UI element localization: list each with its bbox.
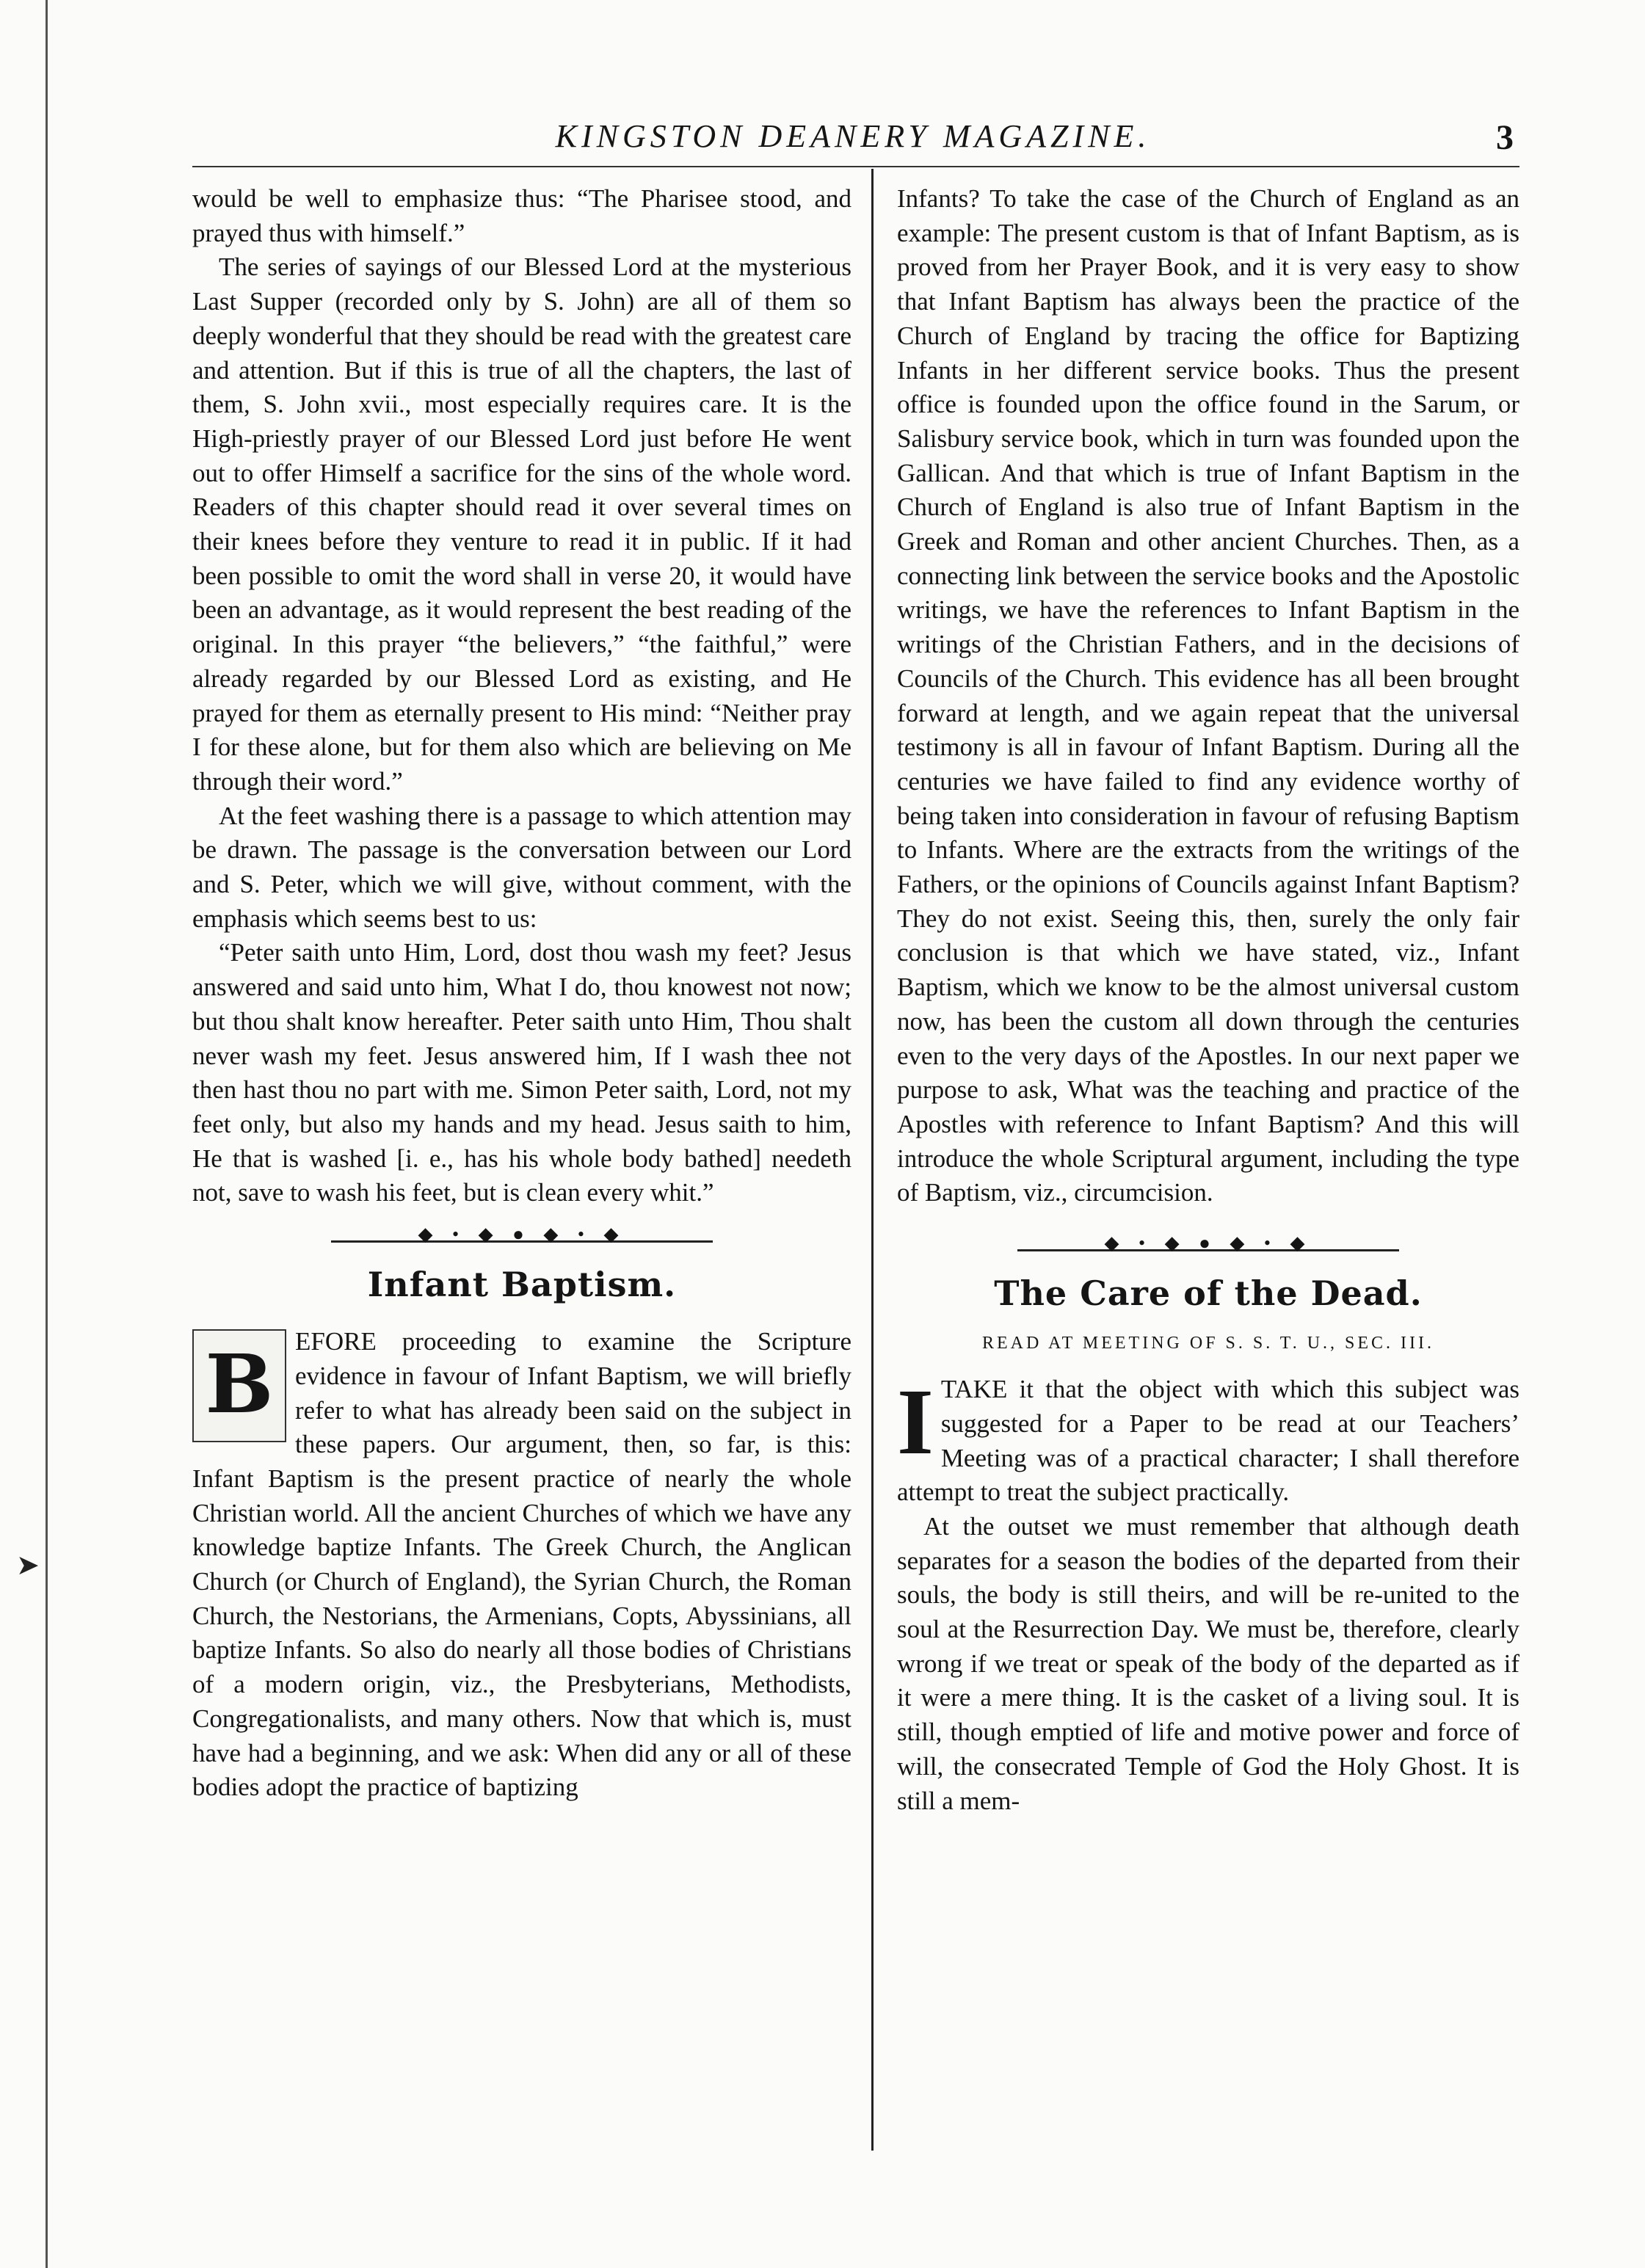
magazine-title: KINGSTON DEANERY MAGAZINE. bbox=[555, 118, 1151, 154]
paragraph: EFORE proceeding to examine the Scripture evidence in favour of Infant Baptism, we will briefly refer to what has already been said on the subject in these papers. Our argument, then, so far, is this: Infant Baptism is the present practice of nearly the whole Christian world. All the ancient Churches of which we have any knowledge baptize Infants. The Greek Church, the Anglican Church (or Church of England), the Syrian Church, the Roman Church, the Nestorians, the Armenians, Copts, Abyssinians, all baptize Infants. So also do nearly all those bodies of Christians of a modern origin, viz., the Presbyterians, Methodists, Congregationalists, and many others. Now that which is, must have had a beginning, and we ask: When did any or all of these bodies adopt the practice of baptizing bbox=[192, 1327, 851, 1802]
paragraph: Infants? To take the case of the Church of England as an example: The present custom is that of Infant Baptism, as is proved from her Prayer Book, and it is very easy to show that Infant Baptism has always been the practice of the Church of England by tracing the office for Baptizing Infants in her different service books. Thus the present office is founded upon the office found in the Sarum, or Salisbury service book, which in turn was founded upon the Gallican. And that which is true of Infant Baptism in the Church of England is also true of Infant Baptism in the Greek and Roman and other ancient Churches. Then, as a connecting link between the service books and the Apostolic writings, we have the references to Infant Baptism in the writings of the Christian Fathers, and in the decisions of Councils of the Church. This evidence has all been brought forward at length, and we again repeat that the universal testimony is all in favour of Infant Baptism. During all the centuries we have failed to find any evidence worthy of being taken into consideration in favour of refusing Baptism to Infants. Where are the extracts from the writings of the Fathers, or the opinions of Councils against Infant Baptism? They do not exist. Seeing this, then, surely the only fair conclusion is that which we have stated, viz., Infant Baptism, which we know to be the almost universal custom now, has been the custom all down through the centuries even to the very days of the Apostles. In our next paper we purpose to ask, What was the teaching and practice of the Apostles with reference to Infant Baptism? And this will introduce the whole Scriptural argument, including the type of Baptism, viz., circumcision. bbox=[897, 184, 1519, 1207]
section-title: The Care of the Dead. bbox=[994, 1273, 1423, 1314]
margin-mark: ➤ bbox=[16, 1550, 40, 1581]
section-separator: ◆ • ◆ ● ◆ • ◆ bbox=[1017, 1243, 1399, 1257]
section-title: Infant Baptism. bbox=[367, 1265, 677, 1305]
quoted-passage: “Peter saith unto Him, Lord, dost thou wash my feet? Jesus answered and said unto him, What I do, thou knowest not now; but thou shalt know hereafter. Peter saith unto Him, Thou shalt never wash my feet. Jesus answered him, If I wash thee not then hast thou no part with me. Simon Peter saith, Lord, not my feet only, but also my hands and my head. Jesus saith to him, He that is washed [i. e., has his whole body bathed] needeth not, save to wash his feet, but is clean every whit.” bbox=[192, 938, 851, 1207]
header-rule bbox=[192, 166, 1519, 167]
left-column bbox=[192, 182, 851, 1805]
paragraph: TAKE it that the object with which this subject was suggested for a Paper to be read at our Teachers’ Meeting was of a practical character; I shall therefore attempt to treat the subject practically. bbox=[897, 1375, 1519, 1507]
ornamental-dropcap: B bbox=[192, 1329, 286, 1442]
column-divider bbox=[871, 169, 874, 2151]
paragraph: At the outset we must remember that although death separates for a season the bodies of the departed from their souls, the body is still theirs, and will be re-united to the soul at the Resurrection Day. We must be, therefore, clearly wrong if we treat or speak of the body of the departed as if it were a mere thing. It is the casket of a living soul. It is still, though emptied of life and motive power and force of will, the consecrated Temple of God the Holy Ghost. It is still a mem- bbox=[897, 1511, 1519, 1815]
article-body bbox=[897, 1370, 1519, 1510]
section-subheading: READ AT MEETING OF S. S. T. U., SEC. III. bbox=[981, 1334, 1435, 1353]
page-number: 3 bbox=[1496, 118, 1514, 157]
paragraph: would be well to emphasize thus: “The Pharisee stood, and prayed thus with himself.” bbox=[192, 184, 851, 247]
paragraph: The series of sayings of our Blessed Lord at the mysterious Last Supper (recorded only by S. John) are all of them so deeply wonderful that they should be read with the greatest care and attention. But if this is true of all the chapters, the last of them, S. John xvii., most especially requires care. It is the High-priestly prayer of our Blessed Lord just before He went out to offer Himself a sacrifice for the sins of the whole word. Readers of this chapter should read it over several times on their knees before they venture to read it in public. If it had been possible to omit the word shall in verse 20, it would have been an advantage, as it would represent the best reading of the original. In this prayer “the believers,” “the faithful,” were already regarded by our Blessed Lord as existing, and He prayed for them as eternally present to His mind: “Neither pray I for these alone, but for them also which are believing on Me through their word.” bbox=[192, 252, 851, 796]
section-separator: ◆ • ◆ ● ◆ • ◆ bbox=[331, 1234, 713, 1249]
right-column bbox=[897, 182, 1519, 1818]
article-body bbox=[192, 1325, 851, 1805]
binding-edge-rule bbox=[46, 0, 50, 2268]
dropcap: I bbox=[897, 1370, 934, 1475]
page-header bbox=[192, 117, 1514, 169]
paragraph: At the feet washing there is a passage to which attention may be drawn. The passage is the conversation between our Lord and S. Peter, which we will give, without comment, with the emphasis which seems best to us: bbox=[192, 801, 851, 933]
